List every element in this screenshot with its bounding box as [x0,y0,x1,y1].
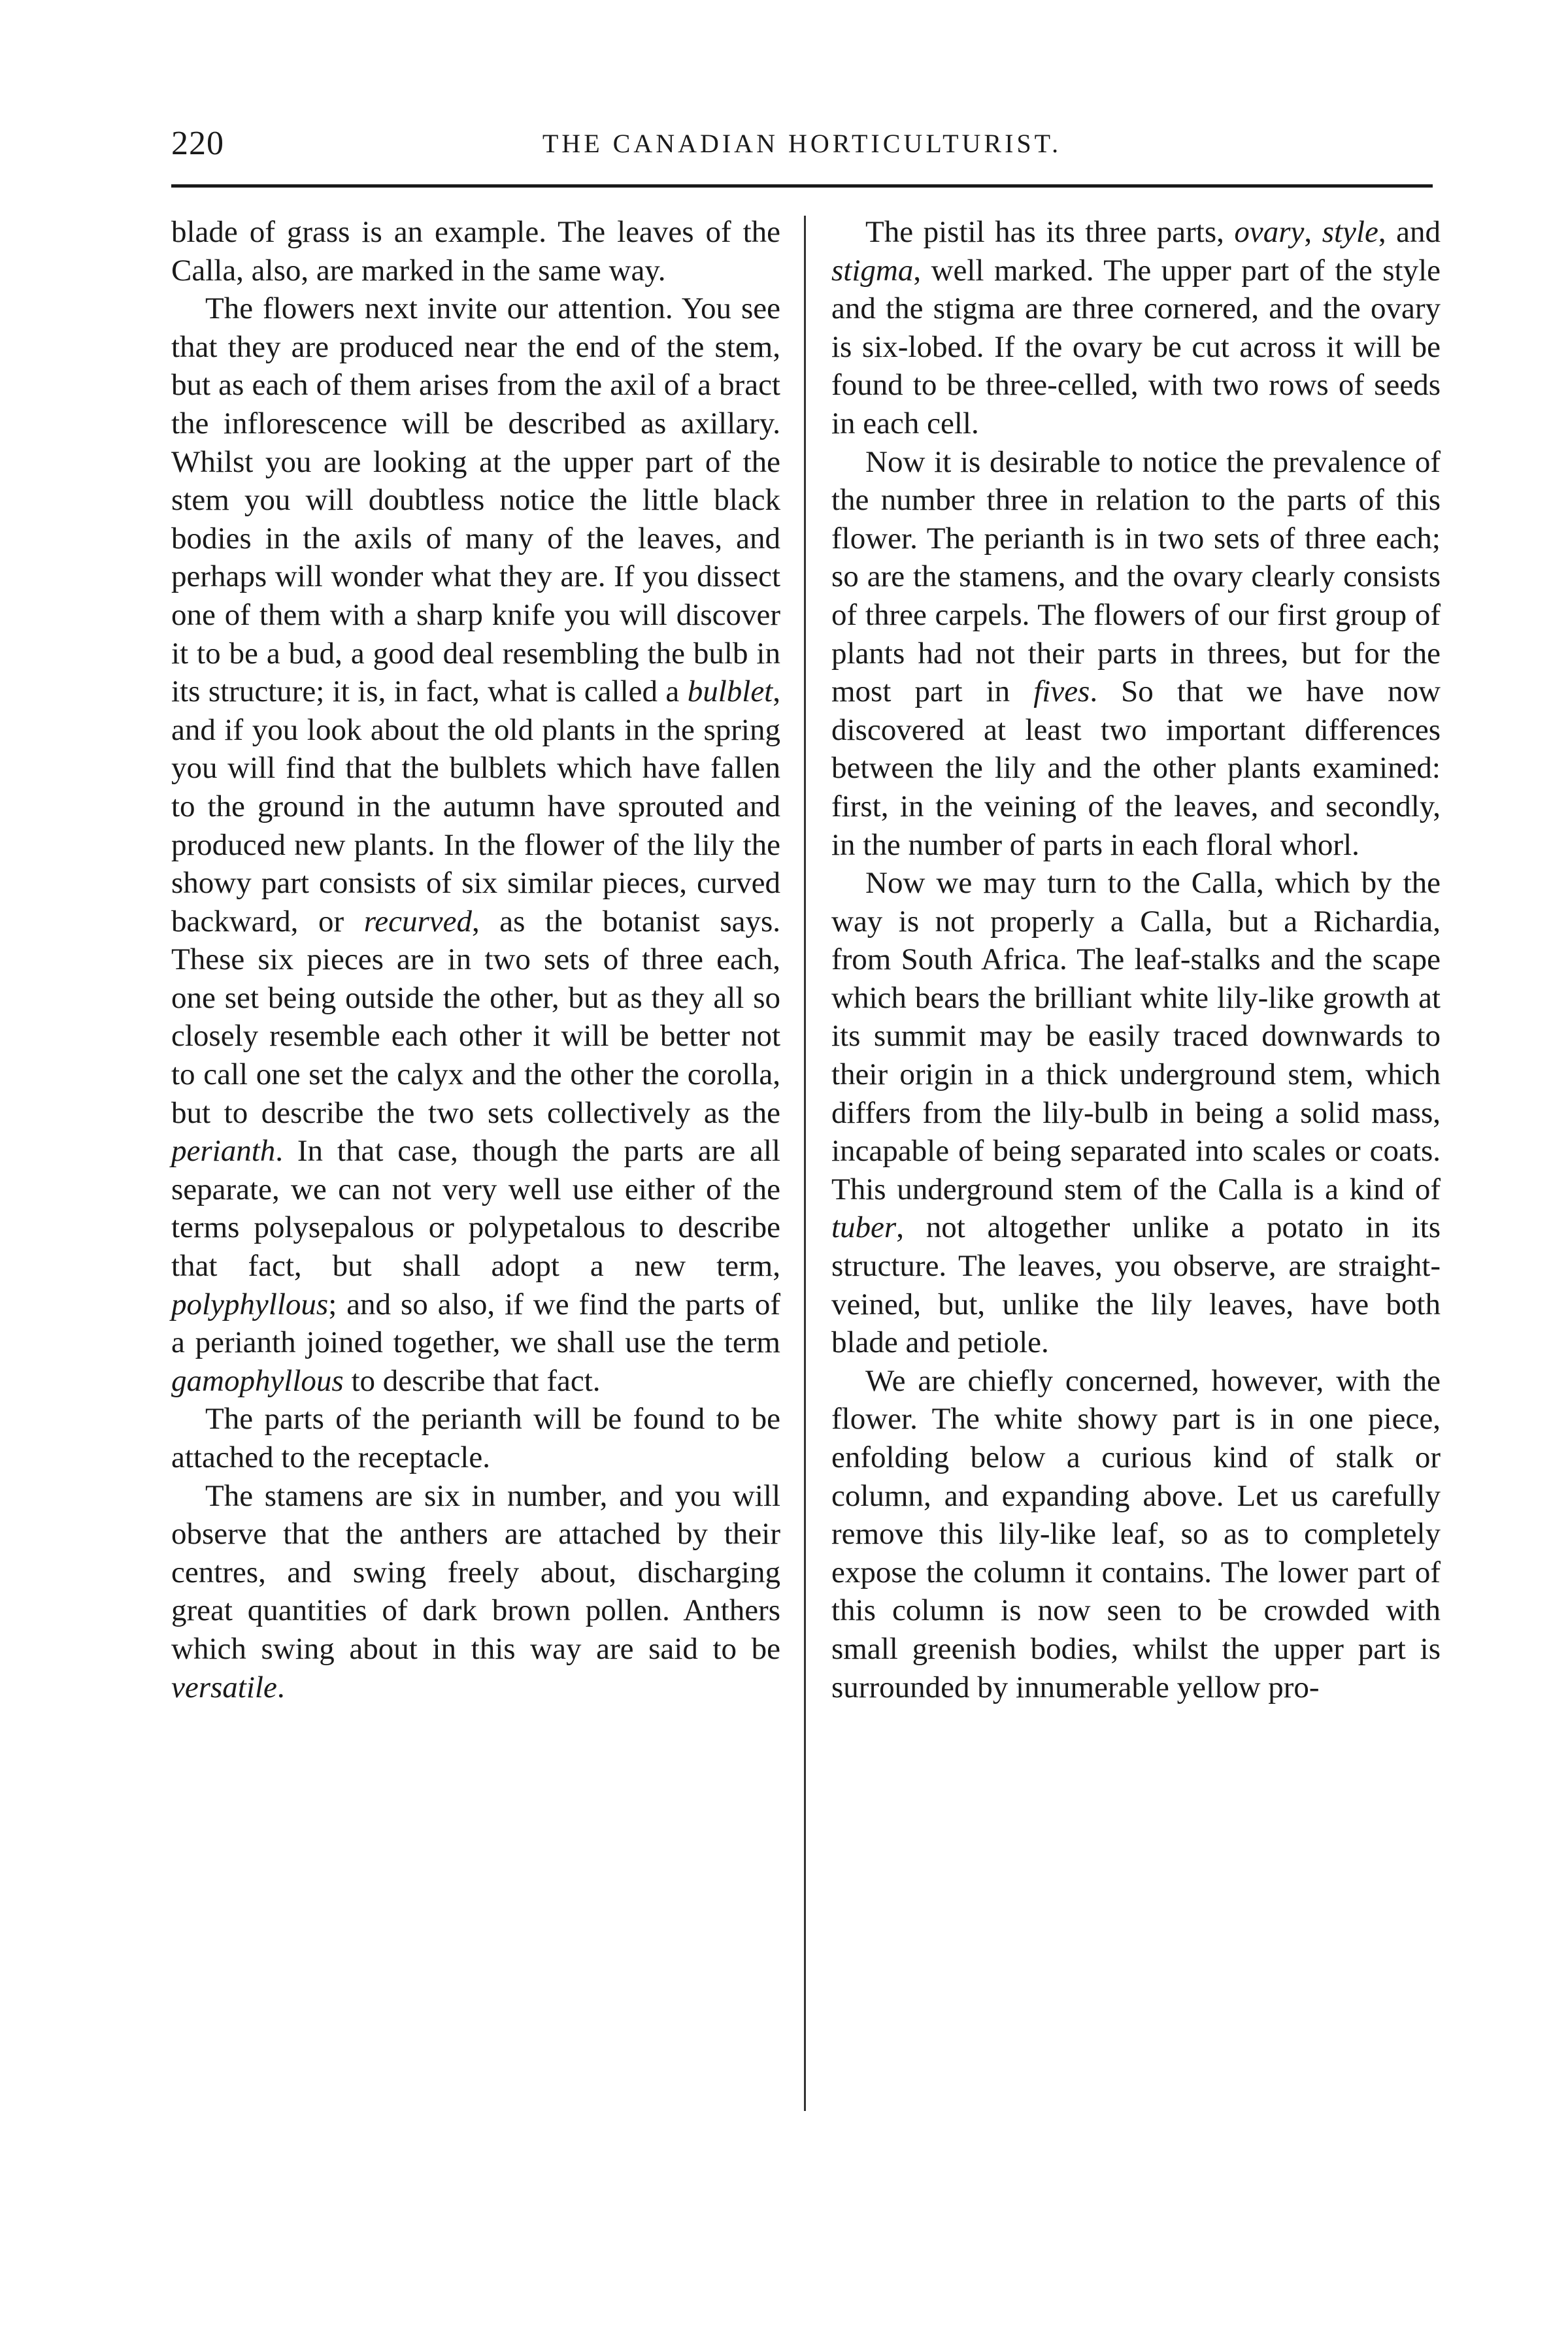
paragraph: Now it is desirable to notice the prevalence of the number three in relation to the parts of this flower. The perianth is in two sets of three each; so are the stamens, and the ovary clearly consists of three carpels. The flowers of our first group of plants had not their parts in threes, but for the most part in fives. So that we have now discovered at least two important differences between the lily and the other plants examined: first, in the veining of the leaves, and secondly, in the number of parts in each floral whorl. [831,444,1441,862]
paragraph: Now we may turn to the Calla, which by the way is not properly a Calla, but a Richardia, from South Africa. The leaf-stalks and the scape which bears the brilliant white lily-like growth at its summit may be easily traced downwards to their origin in a thick underground stem, which differs from the lily-bulb in being a solid mass, incapable of being separated into scales or coats. This underground stem of the Calla is a kind of tuber, not altogether unlike a potato in its structure. The leaves, you observe, are straight-veined, but, unlike the lily leaves, have both blade and petiole. [831,866,1441,1360]
paragraph: blade of grass is an example. The leaves of the Calla, also, are marked in the same way. [171,215,780,288]
header-rule [171,184,1433,188]
paragraph: We are chiefly concerned, however, with the flower. The white showy part is in one piece, enfolding below a curious kind of stalk or column, and expanding above. Let us carefully remove this lily-like leaf, so as to completely expose the column it contains. The lower part of this column is now seen to be crowded with small greenish bodies, whilst the upper part is surrounded by innumerable yellow pro- [831,1363,1441,1704]
page-number: 220 [171,125,224,162]
left-column [171,213,780,1706]
column-divider [804,216,806,2111]
paragraph: The stamens are six in number, and you will observe that the anthers are attached by their centres, and swing freely about, discharging great quantities of dark brown pollen. Anthers which swing about in this way are said to be versatile. [171,1478,780,1704]
page-header [171,124,1433,176]
paragraph: The flowers next invite our attention. You see that they are produced near the end of the stem, but as each of them arises from the axil of a bract the inflorescence will be described as axillary. Whilst you are looking at the upper part of the stem you will doubtless notice the little black bodies in the axils of many of the leaves, and perhaps will wonder what they are. If you dissect one of them with a sharp knife you will discover it to be a bud, a good deal resembling the bulb in its structure; it is, in fact, what is called a bulblet, and if you look about the old plants in the spring you will find that the bulblets which have fallen to the ground in the autumn have sprouted and produced new plants. In the flower of the lily the showy part consists of six similar pieces, curved backward, or recurved, as the botanist says. These six pieces are in two sets of three each, one set being outside the other, but as they all so closely resemble each other it will be better not to call one set the calyx and the other the corolla, but to describe the two sets collectively as the perianth. In that case, though the parts are all separate, we can not very well use either of the terms polysepalous or polypetalous to describe that fact, but shall adopt a new term, polyphyllous; and so also, if we find the parts of a perianth joined together, we shall use the term gamophyllous to describe that fact. [171,291,781,1398]
running-title: THE CANADIAN HORTICULTURIST. [542,129,1062,158]
paragraph: The pistil has its three parts, ovary, style, and stigma, well marked. The upper part of the style and the stigma are three cornered, and the ovary is six-lobed. If the ovary be cut across it will be found to be three-celled, with two rows of seeds in each cell. [831,215,1441,440]
paragraph: The parts of the perianth will be found to be attached to the receptacle. [171,1402,780,1474]
right-column [831,213,1441,1706]
